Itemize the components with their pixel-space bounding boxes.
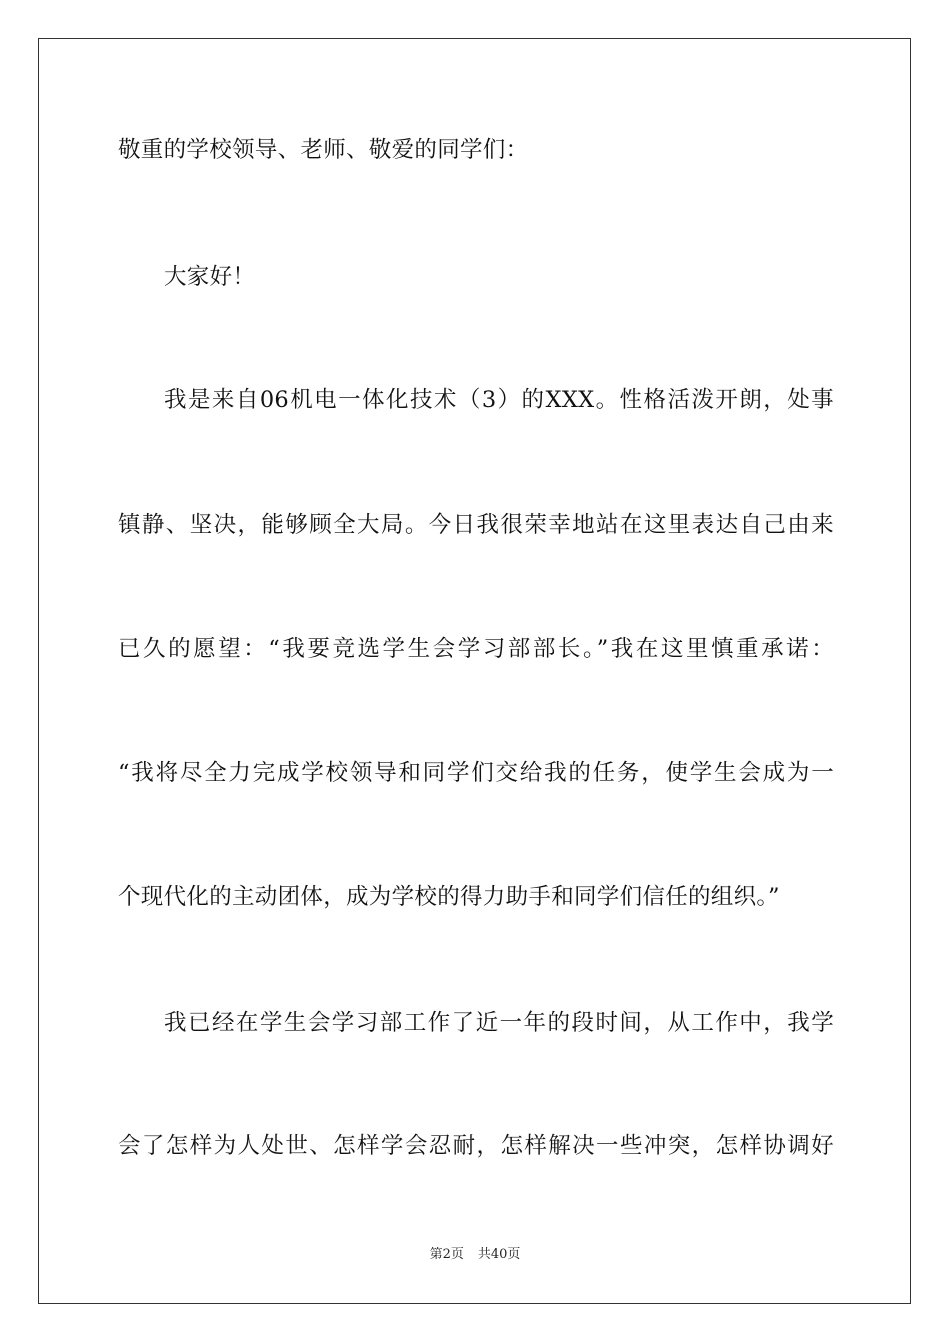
paragraph-2-line-1: 我已经在学生会学习部工作了近一年的段时间，从工作中，我学 [164, 1010, 834, 1036]
page-border [38, 38, 911, 1304]
paragraph-1-line-3: 已久的愿望：“我要竞选学生会学习部部长。”我在这里慎重承诺： [118, 636, 834, 662]
paragraph-1-line-5: 个现代化的主动团体，成为学校的得力助手和同学们信任的组织。” [118, 884, 780, 910]
page-footer [0, 1246, 950, 1264]
paragraph-1-line-2: 镇静、坚决，能够顾全大局。今日我很荣幸地站在这里表达自己由来 [118, 512, 834, 538]
greeting-line: 大家好！ [164, 264, 256, 290]
paragraph-2-line-2: 会了怎样为人处世、怎样学会忍耐，怎样解决一些冲突，怎样协调好 [118, 1133, 834, 1159]
paragraph-1-line-1: 我是来自06机电一体化技术（3）的XXX。性格活泼开朗，处事 [164, 387, 834, 413]
paragraph-1-line-4: “我将尽全力完成学校领导和同学们交给我的任务，使学生会成为一 [118, 760, 834, 786]
page-total: 共40页 [477, 1247, 521, 1262]
page-number: 第2页 [429, 1247, 464, 1262]
salutation-line: 敬重的学校领导、老师、敬爱的同学们： [118, 137, 529, 163]
